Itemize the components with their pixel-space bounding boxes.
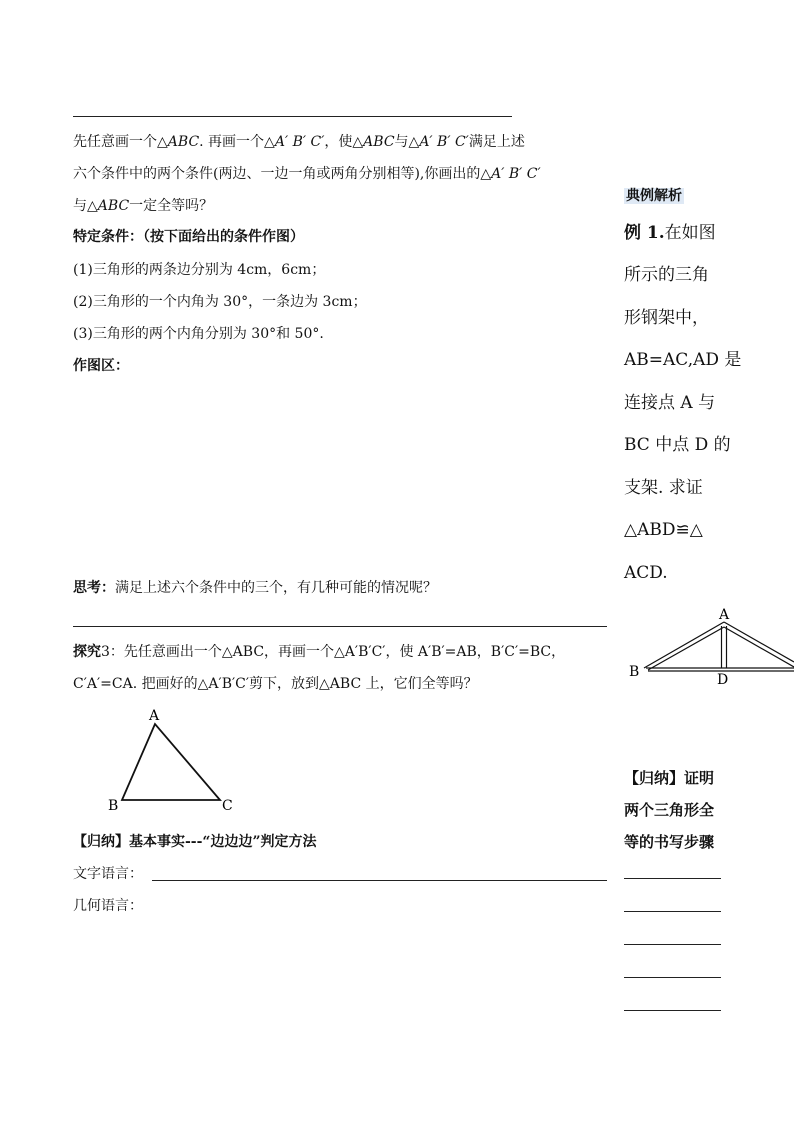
- vertex-a-label: A: [149, 708, 160, 724]
- explore-line-1: 探究3：先任意画出一个△ABC，再画一个△A′B′C′，使 A′B′=AB，B′C′=BC，: [73, 644, 566, 660]
- drawing-area-label: 作图区：: [73, 358, 129, 374]
- steel-frame-figure: [624, 604, 794, 688]
- explore-line-2: C′A′=CA. 把画好的△A′B′C′剪下，放到△ABC 上，它们全等吗？: [73, 676, 478, 692]
- example-1-line-7: 支架. 求证: [624, 478, 703, 498]
- frame-label-b: B: [629, 664, 640, 680]
- answer-blank-1[interactable]: [624, 878, 721, 879]
- example-section-heading: 典例解析: [626, 188, 682, 204]
- geometry-language-label: 几何语言：: [73, 898, 143, 914]
- intro-line-1: 先任意画一个△ABC. 再画一个△A′ B′ C′，使△ABC与△A′ B′ C′满足上述: [73, 134, 525, 150]
- answer-blank-4[interactable]: [624, 977, 721, 978]
- mid-rule: [73, 626, 607, 627]
- example-1-line-3: 形钢架中，: [624, 308, 709, 328]
- conditions-title: 特定条件：（按下面给出的条件作图）: [73, 229, 304, 245]
- example-1-line-1: 例 1.在如图: [624, 223, 716, 243]
- intro-line-3: 与△ABC一定全等吗？: [73, 198, 214, 214]
- frame-label-d: D: [717, 672, 729, 688]
- example-1-line-2: 所示的三角: [624, 265, 709, 285]
- triangle-abc-figure: [100, 704, 240, 816]
- intro-line-2: 六个条件中的两个条件(两边、一边一角或两角分别相等),你画出的△A′ B′ C′: [73, 166, 541, 182]
- summary-heading: 【归纳】基本事实---“边边边”判定方法: [73, 834, 317, 850]
- answer-blank-3[interactable]: [624, 944, 721, 945]
- top-rule: [73, 116, 512, 117]
- example-1-line-9: ACD.: [624, 563, 668, 583]
- example-1-line-8: △ABD≌△: [624, 520, 703, 540]
- summary-side-line-2: 两个三角形全: [624, 801, 715, 819]
- summary-side-line-1: 【归纳】证明: [624, 769, 715, 787]
- answer-blank-2[interactable]: [624, 911, 721, 912]
- think-line: 思考：满足上述六个条件中的三个，有几种可能的情况呢？: [73, 580, 437, 596]
- condition-2: (2)三角形的一个内角为 30°，一条边为 3cm；: [73, 294, 367, 310]
- frame-label-a: A: [719, 607, 730, 623]
- example-1-line-4: AB=AC,AD 是: [624, 350, 742, 370]
- example-1-line-6: BC 中点 D 的: [624, 435, 731, 455]
- summary-side-line-3: 等的书写步骤: [624, 833, 715, 851]
- vertex-b-label: B: [108, 798, 119, 814]
- text-language-label: 文字语言：: [73, 866, 143, 882]
- example-1-line-5: 连接点 A 与: [624, 393, 716, 413]
- condition-3: (3)三角形的两个内角分别为 30°和 50°.: [73, 326, 324, 342]
- answer-blank-5[interactable]: [624, 1010, 721, 1011]
- vertex-c-label: C: [222, 798, 233, 814]
- text-language-blank: [152, 880, 607, 881]
- condition-1: (1)三角形的两条边分别为 4cm，6cm；: [73, 262, 326, 278]
